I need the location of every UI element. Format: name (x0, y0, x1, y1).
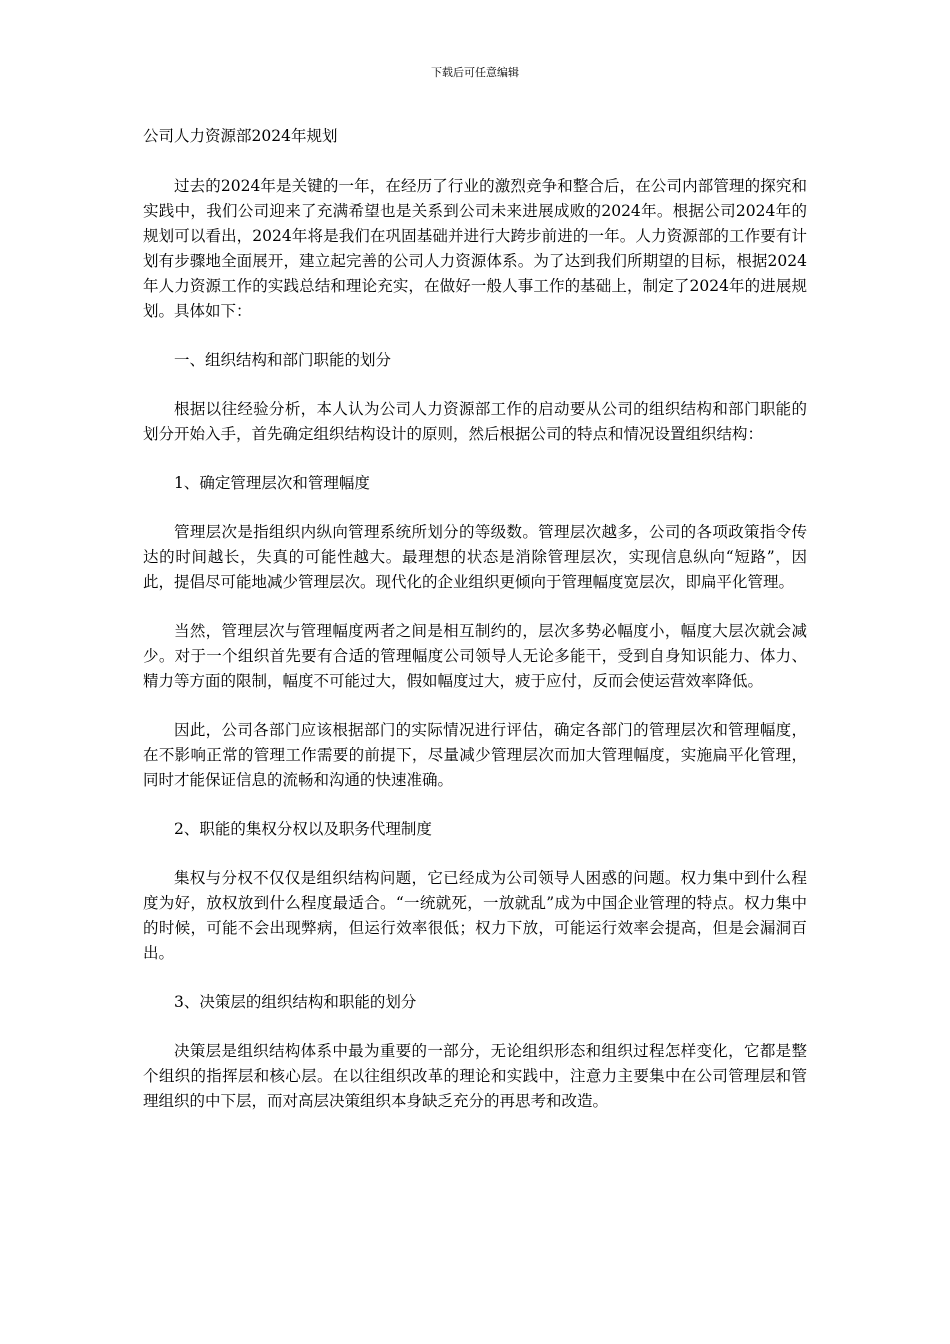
subsection-heading-3: 3、决策层的组织结构和职能的划分 (174, 993, 417, 1011)
paragraph: 当然，管理层次与管理幅度两者之间是相互制约的，层次多势必幅度小，幅度大层次就会减少。对于一个组织首先要有合适的管理幅度公司领导人无论多能干，受到自身知识能力、体力、精力等方面的限制，幅度不可能过大，假如幅度过大，疲于应付，反而会使运营效率降低。 (143, 622, 807, 690)
page-header: 下载后可任意编辑 (431, 66, 519, 79)
document-title: 公司人力资源部2024年规划 (143, 127, 338, 145)
section-heading-1: 一、组织结构和部门职能的划分 (174, 351, 392, 369)
paragraph: 根据以往经验分析，本人认为公司人力资源部工作的启动要从公司的组织结构和部门职能的划分开始入手，首先确定组织结构设计的原则，然后根据公司的特点和情况设置组织结构： (143, 400, 807, 443)
paragraph: 因此，公司各部门应该根据部门的实际情况进行评估，确定各部门的管理层次和管理幅度，在不影响正常的管理工作需要的前提下，尽量减少管理层次而加大管理幅度，实施扁平化管理，同时才能保证信息的流畅和沟通的快速准确。 (143, 721, 807, 789)
paragraph: 决策层是组织结构体系中最为重要的一部分，无论组织形态和组织过程怎样变化，它都是整个组织的指挥层和核心层。在以往组织改革的理论和实践中，注意力主要集中在公司管理层和管理组织的中下层，而对高层决策组织本身缺乏充分的再思考和改造。 (143, 1042, 807, 1110)
subsection-heading-2: 2、职能的集权分权以及职务代理制度 (174, 820, 432, 838)
document-body (143, 124, 807, 1138)
paragraph: 集权与分权不仅仅是组织结构问题，它已经成为公司领导人困惑的问题。权力集中到什么程度为好，放权放到什么程度最适合。“一统就死，一放就乱”成为中国企业管理的特点。权力集中的时候，可能不会出现弊病，但运行效率很低；权力下放，可能运行效率会提高，但是会漏洞百出。 (143, 869, 807, 962)
subsection-heading-1: 1、确定管理层次和管理幅度 (174, 474, 370, 492)
paragraph: 管理层次是指组织内纵向管理系统所划分的等级数。管理层次越多，公司的各项政策指令传达的时间越长，失真的可能性越大。最理想的状态是消除管理层次，实现信息纵向“短路”，因此，提倡尽可能地减少管理层次。现代化的企业组织更倾向于管理幅度宽层次，即扁平化管理。 (143, 523, 807, 591)
paragraph-intro: 过去的2024年是关键的一年，在经历了行业的激烈竞争和整合后，在公司内部管理的探究和实践中，我们公司迎来了充满希望也是关系到公司未来进展成败的2024年。根据公司2024年的规划可以看出，2024年将是我们在巩固基础并进行大跨步前进的一年。人力资源部的工作要有计划有步骤地全面展开，建立起完善的公司人力资源体系。为了达到我们所期望的目标，根据2024年人力资源工作的实践总结和理论充实，在做好一般人事工作的基础上，制定了2024年的进展规划。具体如下： (143, 177, 807, 320)
